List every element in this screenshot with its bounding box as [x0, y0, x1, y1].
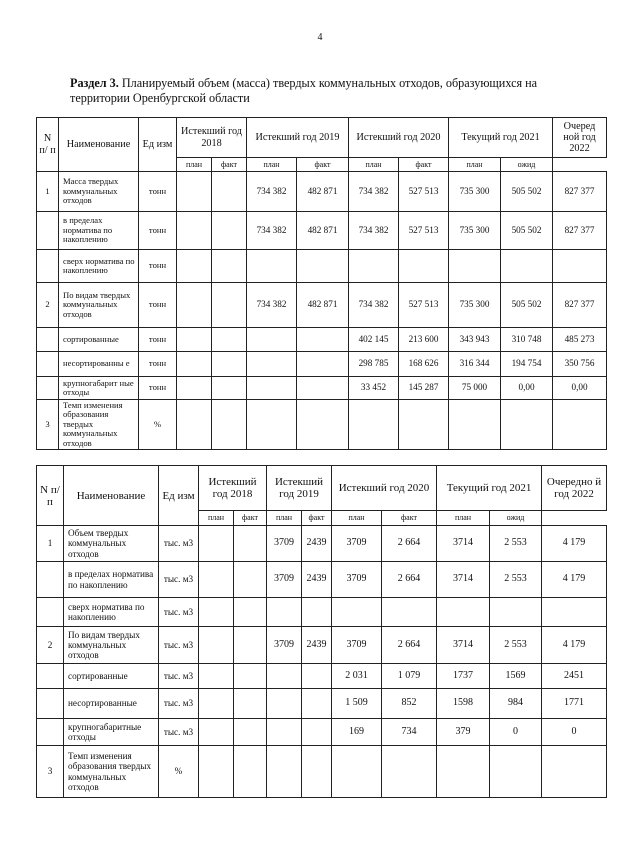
value-cell [501, 250, 553, 283]
value-cell: 0 [490, 719, 542, 746]
row-name: крупногабаритные отходы [64, 719, 159, 746]
value-cell [199, 746, 234, 798]
value-cell [177, 352, 212, 377]
value-cell [449, 400, 501, 450]
section-title-rest: Планируемый объем (масса) твердых коммунальных отходов, образующихся на территории Оренбургской области [70, 76, 538, 105]
value-cell [267, 598, 302, 627]
value-cell: 482 871 [297, 172, 349, 212]
value-cell: 1771 [542, 689, 607, 719]
value-cell [247, 328, 297, 352]
page-number: 4 [317, 32, 323, 43]
row-unit: тонн [139, 352, 177, 377]
row-unit: тыс. м3 [159, 526, 199, 562]
value-cell [212, 328, 247, 352]
subheader-cell: факт [399, 158, 449, 172]
value-cell [199, 526, 234, 562]
row-number [37, 562, 64, 598]
value-cell [267, 664, 302, 689]
col-header-name: Наименование [64, 466, 159, 526]
col-header-2022: Очеред ной год 2022 [553, 118, 607, 158]
value-cell [212, 377, 247, 400]
value-cell: 2 664 [382, 562, 437, 598]
value-cell [399, 400, 449, 450]
value-cell: 482 871 [297, 283, 349, 328]
col-header-2022: Очередно й год 2022 [542, 466, 607, 511]
value-cell: 3709 [267, 562, 302, 598]
value-cell [267, 689, 302, 719]
value-cell [302, 746, 332, 798]
value-cell: 4 179 [542, 526, 607, 562]
row-number [37, 689, 64, 719]
row-number: 2 [37, 283, 59, 328]
value-cell [553, 400, 607, 450]
col-header-2021: Текущий год 2021 [449, 118, 553, 158]
row-number [37, 250, 59, 283]
table-row [37, 377, 607, 400]
subheader-cell: план [349, 158, 399, 172]
value-cell: 1 079 [382, 664, 437, 689]
value-cell: 827 377 [553, 212, 607, 250]
value-cell: 505 502 [501, 283, 553, 328]
value-cell: 213 600 [399, 328, 449, 352]
row-number [37, 598, 64, 627]
row-name: несортированные [64, 689, 159, 719]
value-cell [212, 283, 247, 328]
subheader-cell: план [199, 511, 234, 526]
value-cell: 350 756 [553, 352, 607, 377]
col-header-2020: Истекший год 2020 [349, 118, 449, 158]
value-cell: 735 300 [449, 172, 501, 212]
table-row [37, 352, 607, 377]
col-header-2018: Истекший год 2018 [199, 466, 267, 511]
value-cell: 735 300 [449, 212, 501, 250]
value-cell: 310 748 [501, 328, 553, 352]
value-cell: 0,00 [553, 377, 607, 400]
mass-table [36, 117, 607, 450]
value-cell: 316 344 [449, 352, 501, 377]
row-name: Масса твердых коммунальных отходов [59, 172, 139, 212]
value-cell: 3709 [332, 562, 382, 598]
col-header-2019: Истекший год 2019 [267, 466, 332, 511]
row-unit: тонн [139, 328, 177, 352]
value-cell: 168 626 [399, 352, 449, 377]
value-cell: 734 [382, 719, 437, 746]
table-row [37, 746, 607, 798]
value-cell: 827 377 [553, 172, 607, 212]
table-row [37, 526, 607, 562]
value-cell [382, 598, 437, 627]
value-cell [382, 746, 437, 798]
value-cell: 2451 [542, 664, 607, 689]
row-number: 2 [37, 627, 64, 664]
value-cell: 3709 [267, 627, 302, 664]
value-cell: 1 509 [332, 689, 382, 719]
value-cell: 75 000 [449, 377, 501, 400]
subheader-cell: факт [382, 511, 437, 526]
table-row [37, 328, 607, 352]
subheader-cell: план [267, 511, 302, 526]
row-unit: тыс. м3 [159, 562, 199, 598]
value-cell [449, 250, 501, 283]
value-cell [267, 719, 302, 746]
value-cell: 505 502 [501, 212, 553, 250]
row-number [37, 664, 64, 689]
row-name: в пределах норматива по накоплению [64, 562, 159, 598]
value-cell [490, 598, 542, 627]
value-cell: 1737 [437, 664, 490, 689]
table-row [37, 627, 607, 664]
value-cell [234, 746, 267, 798]
row-unit: тыс. м3 [159, 627, 199, 664]
mass-table-body [37, 172, 607, 450]
value-cell [542, 598, 607, 627]
row-name: крупногабарит ные отходы [59, 377, 139, 400]
value-cell: 1569 [490, 664, 542, 689]
value-cell [199, 689, 234, 719]
value-cell: 3714 [437, 562, 490, 598]
subheader-cell: план [332, 511, 382, 526]
value-cell [349, 400, 399, 450]
value-cell: 169 [332, 719, 382, 746]
value-cell [349, 250, 399, 283]
value-cell [177, 172, 212, 212]
row-number: 1 [37, 172, 59, 212]
value-cell [247, 400, 297, 450]
row-number [37, 719, 64, 746]
col-header-2020: Истекший год 2020 [332, 466, 437, 511]
value-cell [234, 627, 267, 664]
subheader-cell: план [437, 511, 490, 526]
value-cell [332, 598, 382, 627]
value-cell: 734 382 [349, 212, 399, 250]
row-unit: % [139, 400, 177, 450]
value-cell: 827 377 [553, 283, 607, 328]
value-cell: 3709 [267, 526, 302, 562]
value-cell [212, 400, 247, 450]
value-cell [437, 746, 490, 798]
value-cell: 33 452 [349, 377, 399, 400]
col-header-name: Наименование [59, 118, 139, 172]
value-cell: 2 553 [490, 526, 542, 562]
value-cell: 4 179 [542, 562, 607, 598]
value-cell: 298 785 [349, 352, 399, 377]
value-cell [553, 250, 607, 283]
value-cell: 379 [437, 719, 490, 746]
subheader-cell: ожид [501, 158, 553, 172]
value-cell: 2 664 [382, 526, 437, 562]
table-row [37, 400, 607, 450]
subheader-cell: факт [302, 511, 332, 526]
value-cell: 2 553 [490, 627, 542, 664]
row-number [37, 377, 59, 400]
value-cell: 3714 [437, 526, 490, 562]
value-cell: 194 754 [501, 352, 553, 377]
col-header-unit: Ед изм [159, 466, 199, 526]
row-number [37, 328, 59, 352]
row-unit: тонн [139, 283, 177, 328]
col-header-unit: Ед изм [139, 118, 177, 172]
value-cell [247, 250, 297, 283]
table-row [37, 598, 607, 627]
row-name: Объем твердых коммунальных отходов [64, 526, 159, 562]
value-cell: 852 [382, 689, 437, 719]
value-cell [234, 664, 267, 689]
row-unit: тонн [139, 377, 177, 400]
row-number: 3 [37, 746, 64, 798]
row-name: Темп изменения образования твердых коммунальных отходов [64, 746, 159, 798]
value-cell [199, 719, 234, 746]
row-name: сортированные [59, 328, 139, 352]
value-cell: 0 [542, 719, 607, 746]
value-cell [212, 172, 247, 212]
value-cell [234, 526, 267, 562]
value-cell [199, 627, 234, 664]
value-cell [267, 746, 302, 798]
row-unit: % [159, 746, 199, 798]
value-cell: 2 031 [332, 664, 382, 689]
value-cell: 527 513 [399, 172, 449, 212]
value-cell [302, 719, 332, 746]
value-cell: 505 502 [501, 172, 553, 212]
table-row [37, 689, 607, 719]
col-header-num: N п/ п [37, 118, 59, 172]
value-cell: 0,00 [501, 377, 553, 400]
section-title-bold: Раздел 3. [70, 76, 119, 90]
row-unit: тонн [139, 212, 177, 250]
row-unit: тыс. м3 [159, 598, 199, 627]
value-cell: 2 664 [382, 627, 437, 664]
row-number: 3 [37, 400, 59, 450]
value-cell: 734 382 [349, 283, 399, 328]
table-row [37, 719, 607, 746]
value-cell: 984 [490, 689, 542, 719]
value-cell: 2439 [302, 627, 332, 664]
value-cell: 734 382 [247, 283, 297, 328]
value-cell [302, 689, 332, 719]
value-cell [501, 400, 553, 450]
subheader-cell: план [177, 158, 212, 172]
value-cell: 734 382 [247, 172, 297, 212]
value-cell: 2439 [302, 562, 332, 598]
value-cell [234, 689, 267, 719]
value-cell [490, 746, 542, 798]
row-unit: тыс. м3 [159, 719, 199, 746]
row-name: несортированны е [59, 352, 139, 377]
value-cell: 485 273 [553, 328, 607, 352]
value-cell [199, 664, 234, 689]
row-number [37, 352, 59, 377]
row-unit: тыс. м3 [159, 664, 199, 689]
value-cell [177, 400, 212, 450]
row-name: в пределах норматива по накоплению [59, 212, 139, 250]
value-cell [212, 212, 247, 250]
value-cell [297, 328, 349, 352]
row-name: По видам твердых коммунальных отходов [64, 627, 159, 664]
value-cell: 3714 [437, 627, 490, 664]
value-cell: 2439 [302, 526, 332, 562]
value-cell [212, 250, 247, 283]
value-cell [177, 283, 212, 328]
row-name: Темп изменения образования твердых коммунальных отходов [59, 400, 139, 450]
value-cell [247, 377, 297, 400]
table-row [37, 664, 607, 689]
subheader-cell: ожид [490, 511, 542, 526]
value-cell [247, 352, 297, 377]
value-cell [297, 250, 349, 283]
value-cell [542, 746, 607, 798]
row-unit: тонн [139, 172, 177, 212]
value-cell [234, 719, 267, 746]
value-cell [199, 598, 234, 627]
volume-table [36, 465, 607, 798]
value-cell [234, 598, 267, 627]
value-cell: 734 382 [349, 172, 399, 212]
volume-table-body [37, 526, 607, 798]
row-name: По видам твердых коммунальных отходов [59, 283, 139, 328]
value-cell: 735 300 [449, 283, 501, 328]
value-cell: 1598 [437, 689, 490, 719]
row-unit: тонн [139, 250, 177, 283]
subheader-cell: факт [212, 158, 247, 172]
col-header-2021: Текущий год 2021 [437, 466, 542, 511]
table-row [37, 250, 607, 283]
value-cell [177, 328, 212, 352]
row-name: сверх норматива по накоплению [59, 250, 139, 283]
value-cell [212, 352, 247, 377]
col-header-2019: Истекший год 2019 [247, 118, 349, 158]
table-row [37, 172, 607, 212]
value-cell [234, 562, 267, 598]
value-cell: 145 287 [399, 377, 449, 400]
subheader-cell: факт [297, 158, 349, 172]
section-heading [70, 76, 590, 105]
value-cell [297, 352, 349, 377]
subheader-cell: план [247, 158, 297, 172]
value-cell: 734 382 [247, 212, 297, 250]
table-row [37, 562, 607, 598]
subheader-cell: план [449, 158, 501, 172]
value-cell: 2 553 [490, 562, 542, 598]
value-cell: 3709 [332, 526, 382, 562]
value-cell: 3709 [332, 627, 382, 664]
value-cell: 402 145 [349, 328, 399, 352]
value-cell [177, 377, 212, 400]
table-row [37, 283, 607, 328]
value-cell [302, 664, 332, 689]
value-cell [297, 377, 349, 400]
subheader-cell: факт [234, 511, 267, 526]
col-header-2018: Истекший год 2018 [177, 118, 247, 158]
value-cell: 527 513 [399, 283, 449, 328]
col-header-num: N п/п [37, 466, 64, 526]
row-unit: тыс. м3 [159, 689, 199, 719]
value-cell [297, 400, 349, 450]
value-cell [302, 598, 332, 627]
value-cell: 482 871 [297, 212, 349, 250]
row-name: сверх норматива по накоплению [64, 598, 159, 627]
value-cell: 343 943 [449, 328, 501, 352]
value-cell [437, 598, 490, 627]
value-cell [177, 250, 212, 283]
table-row [37, 212, 607, 250]
value-cell [177, 212, 212, 250]
value-cell: 527 513 [399, 212, 449, 250]
value-cell [332, 746, 382, 798]
row-number [37, 212, 59, 250]
value-cell: 4 179 [542, 627, 607, 664]
row-name: сортированные [64, 664, 159, 689]
value-cell [399, 250, 449, 283]
value-cell [199, 562, 234, 598]
row-number: 1 [37, 526, 64, 562]
